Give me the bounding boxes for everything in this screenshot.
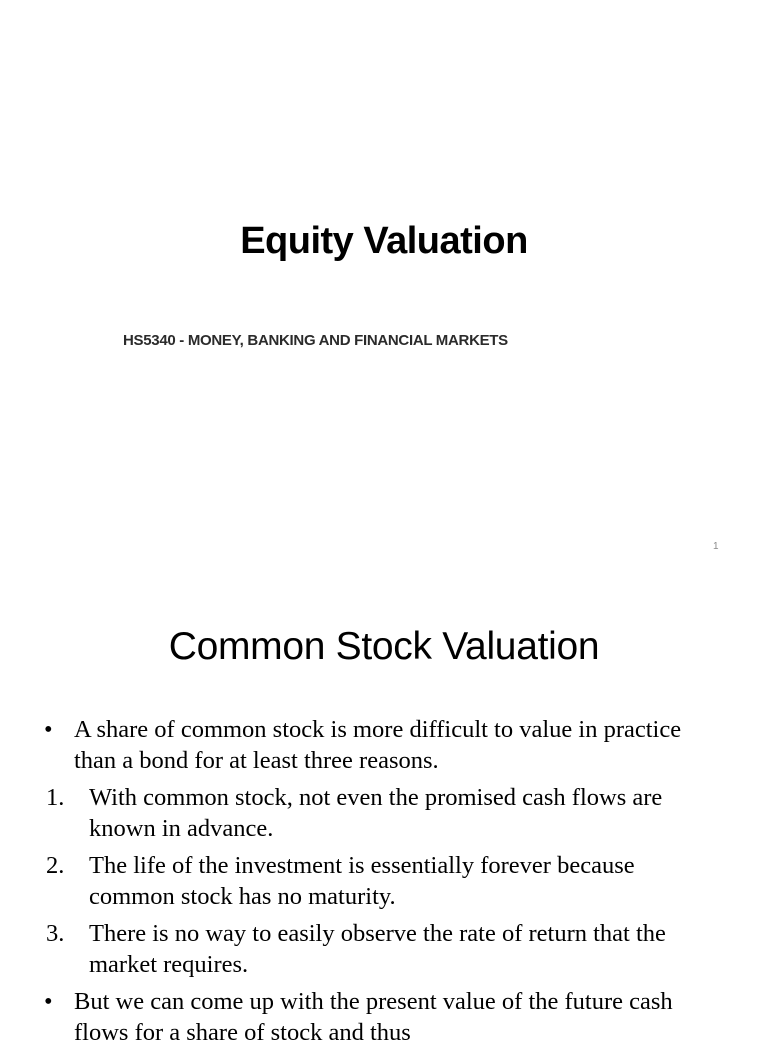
number-marker: 2. bbox=[46, 852, 65, 879]
numbered-item bbox=[0, 782, 768, 844]
bullet-item bbox=[0, 986, 768, 1048]
page-number: 1 bbox=[713, 541, 719, 552]
slide-subtitle: HS5340 - MONEY, BANKING AND FINANCIAL MARKETS bbox=[123, 332, 508, 349]
number-marker: 1. bbox=[46, 784, 65, 811]
slide-2 bbox=[0, 576, 768, 1046]
slide-body bbox=[0, 714, 768, 1054]
numbered-item bbox=[0, 918, 768, 980]
bullet-text: A share of common stock is more difficult to value in practice than a bond for at least three reasons. bbox=[74, 716, 682, 774]
numbered-item bbox=[0, 850, 768, 912]
bullet-text: But we can come up with the present value of the future cash flows for a share of stock and thus bbox=[74, 988, 673, 1046]
number-marker: 3. bbox=[46, 920, 65, 947]
bullet-marker: • bbox=[44, 716, 53, 743]
numbered-text: The life of the investment is essentially forever because common stock has no maturity. bbox=[89, 852, 635, 910]
slide-title: Common Stock Valuation bbox=[168, 625, 600, 668]
numbered-text: With common stock, not even the promised cash flows are known in advance. bbox=[89, 784, 663, 842]
bullet-marker: • bbox=[44, 988, 53, 1015]
slide-title: Equity Valuation bbox=[240, 220, 528, 262]
bullet-item bbox=[0, 714, 768, 776]
numbered-text: There is no way to easily observe the rate of return that the market requires. bbox=[89, 920, 666, 978]
